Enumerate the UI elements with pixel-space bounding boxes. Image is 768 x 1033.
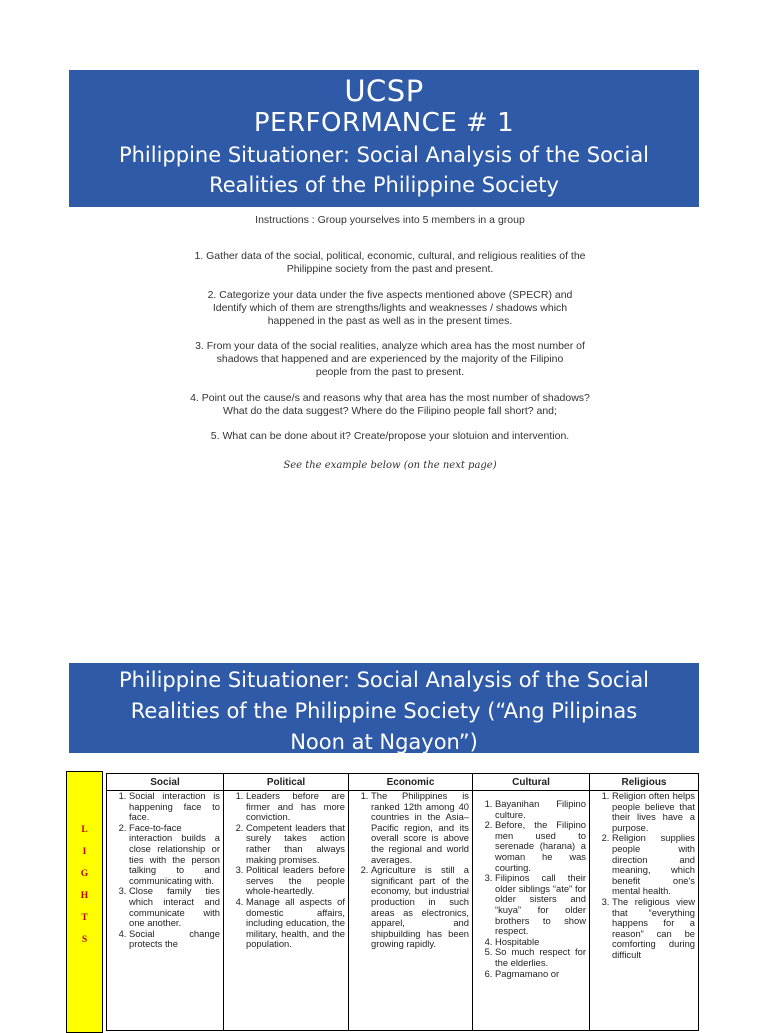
lights-letter: T (81, 913, 88, 923)
economic-cell (349, 791, 473, 1031)
list-item: 1. Religion often helps people believe that their lives have a purpose. (612, 791, 695, 833)
list-item: 1. Bayanihan Filipino culture. (495, 799, 586, 820)
list-item: 1. Social interaction is happening face to face. (129, 791, 220, 823)
header-economic: Economic (349, 774, 473, 791)
header-religious: Religious (590, 774, 699, 791)
list-item: 2. Competent leaders that surely takes action rather than always making promises. (246, 823, 345, 865)
banner2-line-1: Philippine Situationer: Social Analysis of the Social (118, 668, 650, 692)
list-item: 2. Agriculture is still a significant part of the economy, but industrial production in such areas as electronics, apparel, and shipbuilding has been growing rapidly. (371, 865, 469, 950)
lights-letter: I (82, 847, 87, 857)
list-item: 3. The religious view that “everything happens for a reason” can be comforting during difficult (612, 897, 695, 961)
example-note: See the example below (on the next page) (283, 460, 497, 471)
instruction-step-4: 4. Point out the cause/s and reasons why that area has the most number of shadows? What do the data suggest? Where do the Filipino people fall short? and; (190, 392, 590, 417)
header-political: Political (224, 774, 349, 791)
subtitle-line-2: Realities of the Philippine Society (209, 173, 559, 197)
lights-letter: H (80, 891, 89, 901)
title-banner (69, 70, 699, 207)
situationer-banner (69, 663, 699, 753)
list-item: 4. Social change protects the (129, 929, 220, 950)
cultural-cell (473, 791, 590, 1031)
header-cultural: Cultural (473, 774, 590, 791)
performance-title: PERFORMANCE # 1 (253, 108, 515, 138)
header-social: Social (107, 774, 224, 791)
political-cell (224, 791, 349, 1031)
instruction-step-2: 2. Categorize your data under the five aspects mentioned above (SPECR) and Identify which of them are strengths/lights and weaknesses / shadows which happened in the past as well as in the present times. (207, 289, 573, 327)
banner2-line-2: Realities of the Philippine Society (“Ang Pilipinas (130, 699, 638, 723)
lights-label (66, 771, 103, 1033)
subtitle-line-1: Philippine Situationer: Social Analysis of the Social (118, 143, 650, 167)
instruction-step-3: 3. From your data of the social realities, analyze which area has the most number of shadows that happened and are experienced by the majority of the Filipino people from the past to present. (195, 340, 585, 378)
lights-letter: G (80, 869, 89, 879)
list-item: 6. Pagmamano or (495, 969, 586, 980)
lights-letter: S (81, 935, 88, 945)
instruction-step-5: 5. What can be done about it? Create/propose your slotuion and intervention. (210, 430, 570, 442)
list-item: 3. Close family ties which interact and communicate with one another. (129, 886, 220, 928)
instruction-step-1: 1. Gather data of the social, political, economic, cultural, and religious realities of the Philippine society from the past and present. (194, 250, 586, 275)
lights-letter: L (81, 825, 88, 835)
list-item: 4. Hospitable (495, 937, 586, 948)
social-cell (107, 791, 224, 1031)
banner2-line-3: Noon at Ngayon”) (290, 730, 478, 754)
specr-table (106, 773, 699, 1031)
list-item: 3. Political leaders before serves the people whole-heartedly. (246, 865, 345, 897)
list-item: 4. Manage all aspects of domestic affairs, including education, the military, health, and the population. (246, 897, 345, 950)
list-item: 5. So much respect for the elderlies. (495, 947, 586, 968)
religious-cell (590, 791, 699, 1031)
list-item: 1. Leaders before are firmer and has more conviction. (246, 791, 345, 823)
list-item: 2. Before, the Filipino men used to serenade (harana) a woman he was courting. (495, 820, 586, 873)
list-item: 2. Religion supplies people with direction and meaning, which benefit one's mental health. (612, 833, 695, 897)
course-title: UCSP (344, 74, 424, 108)
list-item: 2. Face-to-face interaction builds a close relationship or ties with the person talking to and communicating with. (129, 823, 220, 887)
list-item: 3. Filipinos call their older siblings “ate” for older sisters and “kuya” for older brothers to show respect. (495, 873, 586, 937)
instructions-intro: Instructions : Group yourselves into 5 members in a group (255, 214, 525, 226)
list-item: 1. The Philippines is ranked 12th among 40 countries in the Asia–Pacific region, and its overall score is above the regional and world averages. (371, 791, 469, 865)
